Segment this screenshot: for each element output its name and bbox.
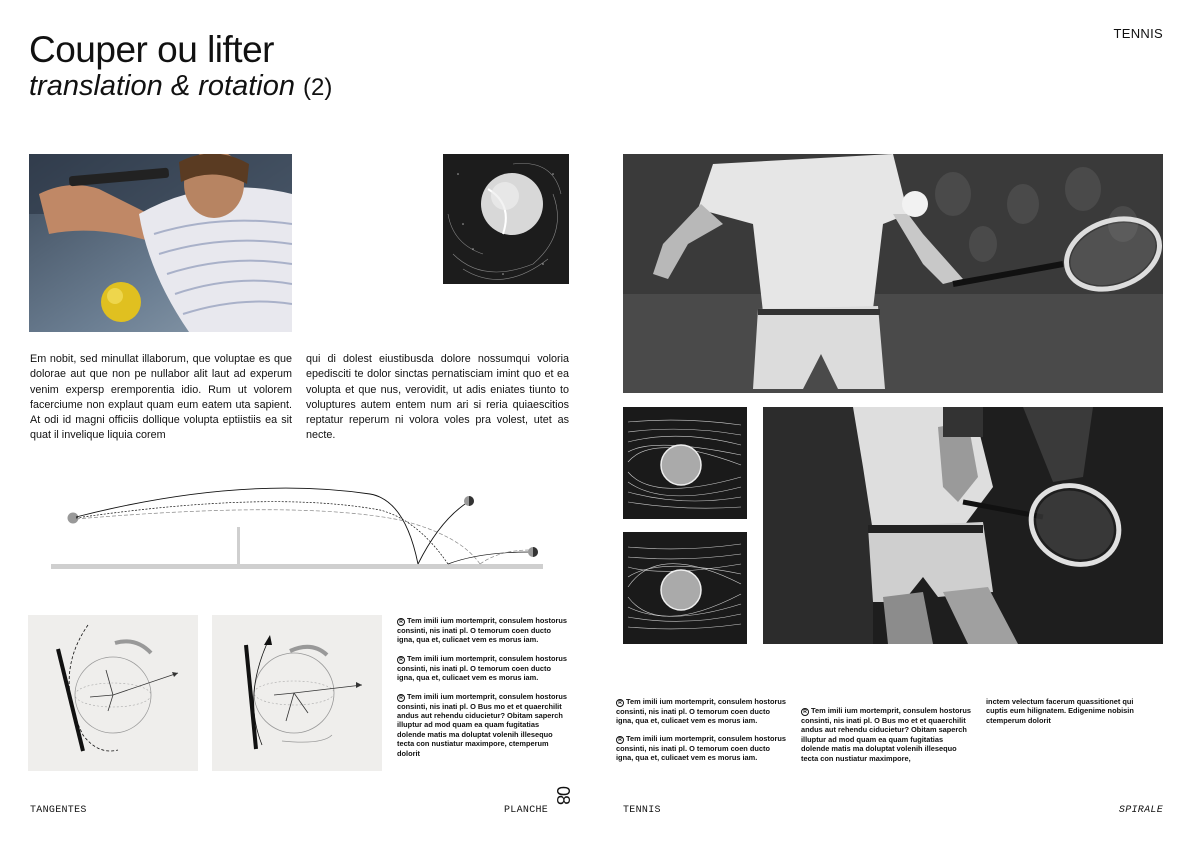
body-text-column-1: Em nobit, sed minullat illaborum, que voluptae es que dolorae aut que non pe nullabor alit laut ad experum venim expersp eremporentia idio. Rum ut volorem facerciume non explaut quam eum eatem uta sapient. At odi id magni officiis dollique volupta eptiistiis ea sit quat il invelique liquia corem <box>30 353 292 442</box>
page-title: Couper ou lifter <box>29 29 274 70</box>
note-item <box>616 697 788 726</box>
right-notes-col-2 <box>801 706 973 763</box>
note-text: Tem imili ium mortemprit, consulem hostorus consinti, nis inati pl. O temorum coen ducto igna, qua et, culicaet vem es morus iam. <box>616 697 787 726</box>
note-marker-icon: R <box>397 694 405 702</box>
right-notes-col-1 <box>616 697 788 763</box>
note-item <box>616 734 788 763</box>
player-slice-photo <box>763 407 1163 644</box>
left-notes <box>397 616 569 758</box>
footer-planche-label: PLANCHE <box>504 805 549 816</box>
body-text-column-2: qui di dolest eiustibusda dolore nossumqui voloria epedisciti te dolor sinctas pernatisciam imint quo et ea volupta et que nus, verovidit, ut adis eniates tiunto to voluptures autem entem num ari si reria quiaescitios reptatur reperum ni volora voles pra volest, utet as necte. <box>306 353 569 442</box>
section-label: TENNIS <box>1113 26 1163 41</box>
airflow-diagram-topspin <box>623 407 747 519</box>
airflow-diagram-backspin <box>623 532 747 644</box>
note-marker-icon: R <box>397 656 405 664</box>
note-text: Tem imili ium mortemprit, consulem hostorus consinti, nis inati pl. O Bus mo et et quaerchilit andus aut rehendu ciducietur? Obitam saperch illuptur ad mod quam ea quam fugitatias dolende matis ma doluptat volenih illesequo tecta con nustiatur maximpore, ctemperum dolorit <box>397 691 568 758</box>
footer-right-label: SPIRALE <box>1118 805 1163 816</box>
note-text: Tem imili ium mortemprit, consulem hostorus consinti, nis inati pl. O Bus mo et et quaerchilit andus aut rehendu ciducietur? Obitam saperch illuptur ad mod quam ea quam fugitatias dolende matis ma doluptat volenih illesequo tecta con nustiatur maximpore, <box>801 706 972 763</box>
page-subtitle <box>29 70 332 103</box>
note-marker-icon: R <box>397 618 405 626</box>
player-forehand-photo <box>623 154 1163 393</box>
note-marker-icon: R <box>801 708 809 716</box>
player-backhand-photo <box>29 154 292 332</box>
spinning-ball-photo <box>443 154 569 284</box>
note-marker-icon: R <box>616 699 624 707</box>
right-notes-col-3 <box>986 697 1146 725</box>
note-item <box>397 692 569 758</box>
footer-left-label: TANGENTES <box>30 805 87 816</box>
trajectory-diagram <box>40 480 560 580</box>
note-item <box>801 706 973 763</box>
subtitle-number: (2) <box>303 74 333 101</box>
page-number: 08 <box>553 786 573 805</box>
note-item <box>397 654 569 683</box>
contact-diagram-slice <box>28 615 198 771</box>
note-text: Tem imili ium mortemprit, consulem hostorus consinti, nis inati pl. O temorum coen ducto igna, qua et, culicaet vem es morus iam. <box>616 733 787 763</box>
contact-diagram-lift <box>212 615 382 771</box>
note-text: Tem imili ium mortemprit, consulem hostorus consinti, nis inati pl. O temorum coen ducto igna, qua et, culicaet vem es morus iam. <box>397 616 568 645</box>
footer-tennis-label: TENNIS <box>623 805 661 816</box>
note-text: inctem velectum facerum quassitionet qui cuptis eum hilignatem. Edigenime nobisin ctemperum dolorit <box>986 697 1134 725</box>
subtitle-text: translation & rotation <box>29 70 295 102</box>
note-text: Tem imili ium mortemprit, consulem hostorus consinti, nis inati pl. O temorum coen ducto igna, qua et, culicaet vem es morus iam. <box>397 653 568 683</box>
note-item <box>397 616 569 645</box>
note-marker-icon: R <box>616 736 624 744</box>
